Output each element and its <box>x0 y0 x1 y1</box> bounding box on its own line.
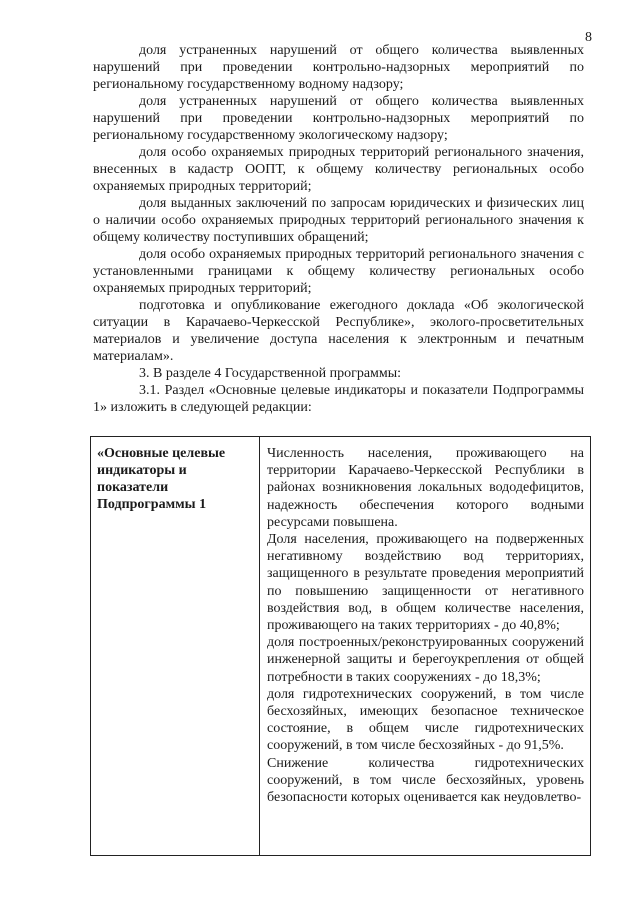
paragraph: доля особо охраняемых природных территорий регионального значения с установленными границами к общему количеству региональных особо охраняемых природных территорий; <box>93 247 584 296</box>
paragraph: доля устраненных нарушений от общего количества выявленных нарушений при проведении контрольно-надзорных мероприятий по региональному государственному водному надзору; <box>93 43 584 92</box>
table-left-title: «Основные целевые индикаторы и показатели Подпрограммы 1 <box>91 437 260 855</box>
paragraph: подготовка и опубликование ежегодного доклада «Об экологической ситуации в Карачаево-Черкесской Республике», эколого-просветительных материалов и увеличение доступа населения к электронным и печатным материалам». <box>93 298 584 364</box>
paragraph: доля выданных заключений по запросам юридических и физических лиц о наличии особо охраняемых природных территорий регионального значения к общему количеству поступивших обращений; <box>93 196 584 245</box>
page-number: 8 <box>585 30 592 45</box>
paragraph: 3.1. Раздел «Основные целевые индикаторы и показатели Подпрограммы 1» изложить в следующей редакции: <box>93 383 584 415</box>
indicator-item: Численность населения, проживающего на территории Карачаево-Черкесской Республики в районах возникновения локальных вододефицитов, надежность обеспечения которого водными ресурсами повышена. <box>267 446 584 530</box>
indicator-item: Доля населения, проживающего на подверженных негативному воздействию вод территориях, защищенного в результате проведения мероприятий по повышению защищенности от негативного воздействия вод, в общем количестве населения, проживающего на таких территориях - до 40,8%; <box>267 532 584 634</box>
paragraph: доля особо охраняемых природных территорий регионального значения, внесенных в кадастр ООПТ, к общему количеству региональных особо охраняемых природных территорий; <box>93 145 584 194</box>
paragraph: 3. В разделе 4 Государственной программы: <box>139 366 402 381</box>
indicator-item: Снижение количества гидротехнических сооружений, в том числе бесхозяйных, уровень безопасности которых оценивается как неудовлетво- <box>267 755 584 806</box>
indicator-item: доля гидротехнических сооружений, в том числе бесхозяйных, имеющих безопасное техническое состояние, в общем числе гидротехнических сооружений, в том числе бесхозяйных - до 91,5%. <box>267 686 584 754</box>
paragraph: доля устраненных нарушений от общего количества выявленных нарушений при проведении контрольно-надзорных мероприятий по региональному государственному экологическому надзору; <box>93 94 584 143</box>
indicator-item: доля построенных/реконструированных сооружений инженерной защиты и берегоукрепления от общей потребности в таких сооружениях - до 18,3%; <box>267 635 584 685</box>
body-text <box>93 42 584 416</box>
indicators-table <box>90 436 591 856</box>
table-right-content <box>260 437 590 855</box>
